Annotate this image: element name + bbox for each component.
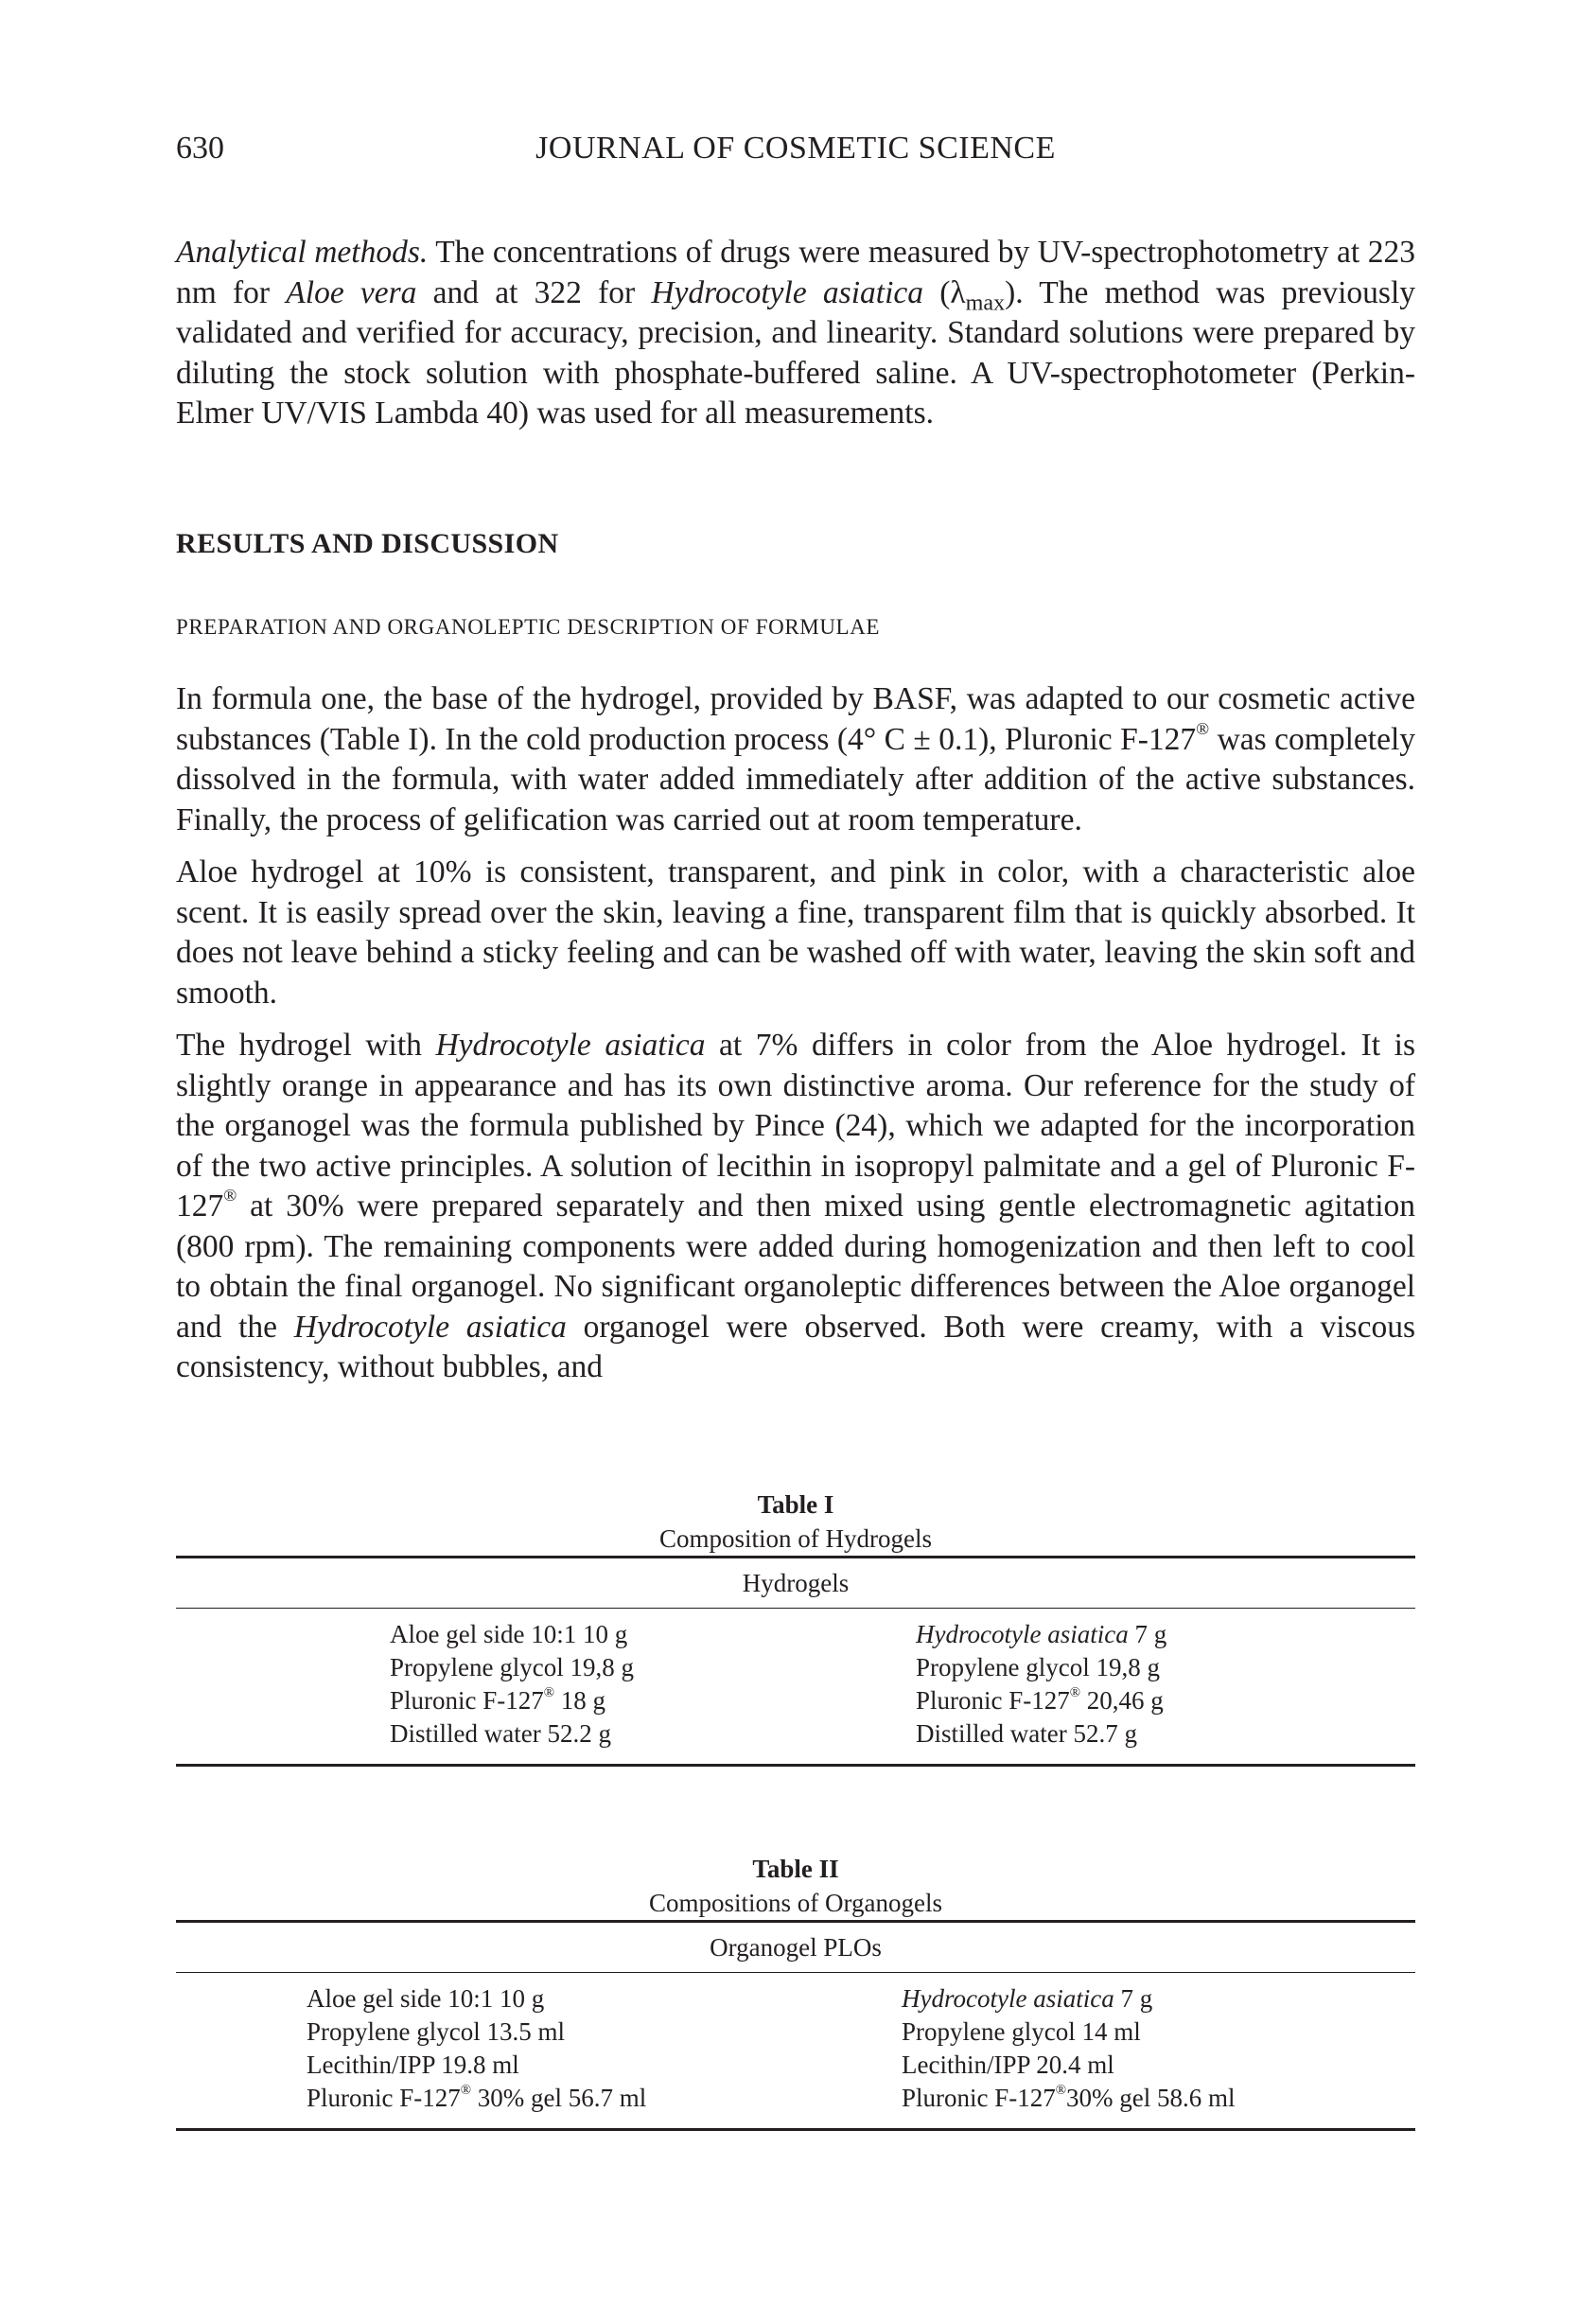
table-column-aloe xyxy=(390,1618,634,1751)
results-text-block xyxy=(176,679,1415,1388)
text-run: The method was previously validated and verified for accuracy, precision, and linearity. Standard solutions were prepared by diluting the stock solution with phosphate-buffered saline. A UV-spectrophotometer (Perkin-Elmer UV/VIS Lambda 40) was used for all measurements. xyxy=(176,274,1416,431)
table-cell xyxy=(307,2082,646,2115)
table-rule xyxy=(176,1764,1415,1767)
table-2 xyxy=(176,1852,1415,2131)
table-cell: Propylene glycol 14 ml xyxy=(902,2017,1141,2046)
species-aloe: Aloe vera xyxy=(286,274,417,310)
table-title: Table I xyxy=(757,1490,834,1519)
analytical-methods-block xyxy=(176,233,1415,434)
text-run: 30% gel 56.7 ml xyxy=(471,2084,647,2112)
text-run: Pluronic F-127 xyxy=(916,1686,1070,1715)
text-run: 7 g xyxy=(1114,1984,1153,2013)
table-cell: Distilled water 52.7 g xyxy=(916,1719,1137,1748)
registered-mark: ® xyxy=(460,2083,472,2099)
table-body xyxy=(176,1609,1415,1764)
text-run: The hydrogel with xyxy=(176,1028,436,1063)
journal-title: JOURNAL OF COSMETIC SCIENCE xyxy=(535,131,1056,166)
table-column-hydrocotyle xyxy=(902,1982,1236,2115)
analytical-methods-lead: Analytical methods. xyxy=(176,235,429,270)
table-rule xyxy=(176,2128,1415,2131)
species-hydrocotyle: Hydrocotyle asiatica xyxy=(293,1309,567,1345)
table-1 xyxy=(176,1487,1415,1767)
table-cell: Aloe gel side 10:1 10 g xyxy=(307,1984,545,2013)
table-cell xyxy=(902,2082,1236,2115)
lambda-subscript: max xyxy=(965,290,1006,316)
species-hydrocotyle: Hydrocotyle asiatica xyxy=(651,274,923,310)
text-run: In formula one, the base of the hydrogel, provided by BASF, was adapted to our cosmetic active substances (Table I). In the cold production process (4° C ± 0.1), Pluronic F-127 xyxy=(176,681,1415,757)
page-number: 630 xyxy=(176,131,224,166)
text-run: at 30% were prepared separately and then mixed using gentle electromagnetic agitation (800 rpm). The remaining components were added during homogenization and then left to cool to obtain the final organogel. No significant organoleptic differences between the Aloe organogel and the xyxy=(176,1188,1415,1345)
table-cell: Distilled water 52.2 g xyxy=(390,1719,611,1748)
table-cell xyxy=(390,1684,634,1717)
species-hydrocotyle: Hydrocotyle asiatica xyxy=(902,1984,1114,2013)
text-run: was completely dissolved in the formula, with water added immediately after addition of the active substances. Finally, the process of gelification was carried out at room temperature. xyxy=(176,721,1415,837)
table-title: Table II xyxy=(752,1855,839,1883)
text-run: 20,46 g xyxy=(1080,1686,1164,1715)
registered-mark: ® xyxy=(1069,1685,1081,1701)
text-run: ). xyxy=(1005,274,1024,310)
text-run: Pluronic F-127 xyxy=(307,2084,461,2112)
text-run: (λ xyxy=(923,274,966,310)
table-body xyxy=(176,1973,1415,2128)
paragraph-1 xyxy=(176,679,1415,840)
subsection-heading: PREPARATION AND ORGANOLEPTIC DESCRIPTION OF FORMULAE xyxy=(176,615,881,639)
table-column-heading: Organogel PLOs xyxy=(710,1933,882,1962)
registered-mark: ® xyxy=(543,1685,555,1701)
paragraph-2: Aloe hydrogel at 10% is consistent, transparent, and pink in color, with a characteristic aloe scent. It is easily spread over the skin, leaving a fine, transparent film that is quickly absorbed. It does not leave behind a sticky feeling and can be washed off with water, leaving the skin soft and smooth. xyxy=(176,854,1415,1011)
text-run: Pluronic F-127 xyxy=(390,1686,544,1715)
table-column-aloe xyxy=(307,1982,646,2115)
running-head xyxy=(176,131,1415,174)
table-cell: Lecithin/IPP 19.8 ml xyxy=(307,2051,519,2079)
table-cell: Propylene glycol 19,8 g xyxy=(390,1653,634,1681)
table-column-heading: Hydrogels xyxy=(742,1569,850,1597)
text-run: 18 g xyxy=(554,1686,606,1715)
species-hydrocotyle: Hydrocotyle asiatica xyxy=(435,1028,706,1063)
text-run: 7 g xyxy=(1128,1620,1167,1648)
text-run: The concentrations of drugs were measured by UV-spectrophotometry at 223 nm for xyxy=(176,235,1415,310)
text-run: 30% gel 58.6 ml xyxy=(1066,2084,1236,2112)
table-caption: Composition of Hydrogels xyxy=(659,1524,932,1553)
text-run: Pluronic F-127 xyxy=(902,2084,1056,2112)
text-run: organogel were observed. Both were creamy, with a viscous consistency, without bubbles, and xyxy=(176,1309,1415,1384)
analytical-methods-paragraph xyxy=(176,233,1415,434)
species-hydrocotyle: Hydrocotyle asiatica xyxy=(916,1620,1129,1648)
table-column-hydrocotyle xyxy=(916,1618,1166,1751)
table-cell: Aloe gel side 10:1 10 g xyxy=(390,1620,628,1648)
table-caption: Compositions of Organogels xyxy=(649,1889,942,1917)
registered-mark: ® xyxy=(223,1186,237,1206)
table-cell xyxy=(916,1684,1166,1717)
table-cell: Propylene glycol 13.5 ml xyxy=(307,2017,565,2046)
text-run: and at 322 for xyxy=(416,274,652,310)
registered-mark: ® xyxy=(1196,718,1210,738)
table-cell xyxy=(902,1982,1236,2016)
registered-mark: ® xyxy=(1055,2083,1067,2099)
section-heading: RESULTS AND DISCUSSION xyxy=(176,528,559,559)
table-cell: Lecithin/IPP 20.4 ml xyxy=(902,2051,1114,2079)
paragraph-3 xyxy=(176,1026,1415,1388)
table-cell xyxy=(916,1618,1166,1651)
text-run: at 7% differs in color from the Aloe hydrogel. It is slightly orange in appearance and has its own distinctive aroma. Our reference for the study of the organogel was the formula published by Pince (24), which we adapted for the incorporation of the two active principles. A solution of lecithin in isopropyl palmitate and a gel of Pluronic F-127 xyxy=(176,1028,1415,1223)
table-cell: Propylene glycol 19,8 g xyxy=(916,1653,1160,1681)
